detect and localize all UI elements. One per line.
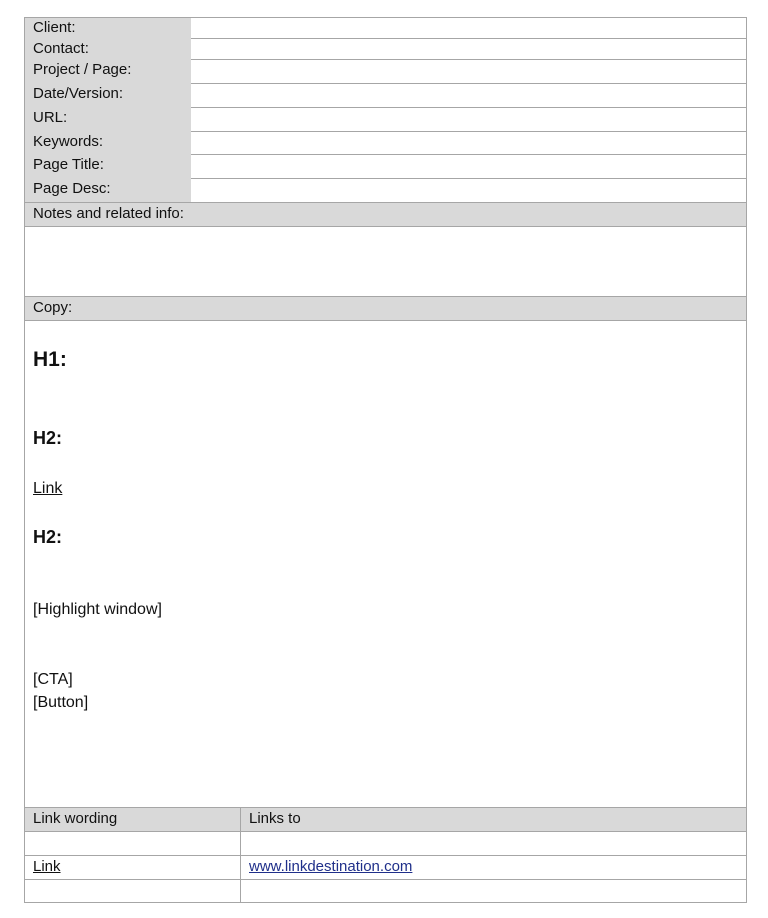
contact-value[interactable]: [192, 39, 746, 59]
notes-content[interactable]: [26, 227, 746, 296]
divider: [24, 831, 747, 832]
url-value[interactable]: [192, 108, 746, 131]
copy-link[interactable]: Link: [33, 480, 63, 497]
client-value[interactable]: [192, 18, 746, 38]
button-placeholder: [Button]: [33, 694, 89, 711]
url-label: URL:: [33, 109, 68, 126]
date-version-label: Date/Version:: [33, 85, 124, 102]
divider: [191, 178, 747, 179]
link-wording-cell[interactable]: [33, 882, 233, 900]
outer-border-top: [24, 17, 747, 18]
divider: [24, 202, 747, 203]
project-page-label: Project / Page:: [33, 61, 132, 78]
cta-placeholder: [CTA]: [33, 671, 73, 688]
client-label: Client:: [33, 19, 76, 36]
divider: [24, 807, 747, 808]
copy-header: [25, 296, 746, 320]
divider: [191, 59, 747, 60]
contact-label: Contact:: [33, 40, 89, 57]
divider: [24, 320, 747, 321]
keywords-value[interactable]: [192, 132, 746, 154]
copy-header-label: Copy:: [33, 299, 73, 316]
links-to-cell[interactable]: [249, 834, 739, 853]
links-to-cell[interactable]: [249, 882, 739, 900]
h2-heading: H2:: [33, 428, 63, 448]
divider: [191, 83, 747, 84]
link-wording-cell[interactable]: Link: [33, 858, 61, 875]
outer-border-left: [24, 17, 25, 903]
notes-header-label: Notes and related info:: [33, 205, 184, 222]
highlight-window-placeholder: [Highlight window]: [33, 601, 162, 618]
outer-border-bottom: [24, 902, 747, 903]
table-row: [26, 880, 746, 902]
divider: [191, 38, 747, 39]
keywords-label: Keywords:: [33, 133, 104, 150]
divider: [240, 807, 241, 902]
divider: [191, 107, 747, 108]
divider: [25, 879, 747, 880]
link-wording-cell[interactable]: [33, 834, 233, 853]
outer-border-right: [746, 17, 747, 903]
link-wording-header: Link wording: [33, 810, 118, 827]
divider: [24, 226, 747, 227]
divider: [25, 855, 747, 856]
divider: [191, 131, 747, 132]
page-desc-label: Page Desc:: [33, 180, 111, 197]
date-version-value[interactable]: [192, 84, 746, 107]
page-title-label: Page Title:: [33, 156, 104, 173]
table-row: [26, 832, 746, 855]
links-table-header: [25, 807, 746, 831]
h2-heading: H2:: [33, 527, 63, 547]
page-title-value[interactable]: [192, 155, 746, 178]
divider: [191, 154, 747, 155]
divider: [24, 296, 747, 297]
link-destination-url[interactable]: www.linkdestination.com: [249, 858, 413, 875]
page-desc-value[interactable]: [192, 179, 746, 202]
h1-heading: H1:: [33, 348, 67, 371]
project-page-value[interactable]: [192, 60, 746, 83]
links-to-header: Links to: [249, 810, 301, 827]
